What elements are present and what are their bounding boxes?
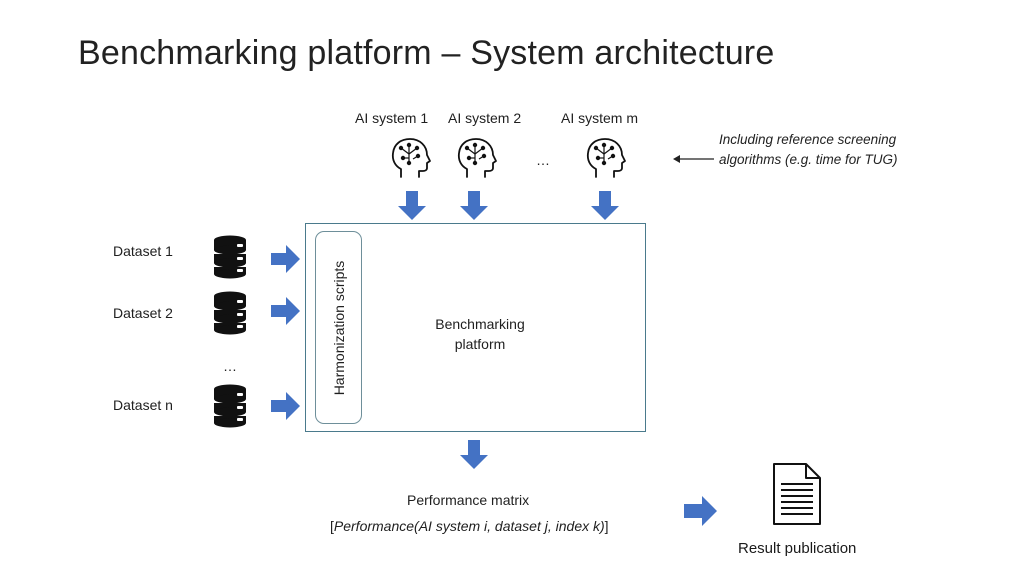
arrow-right-icon (271, 245, 301, 273)
arrow-right-icon (684, 496, 718, 526)
database-icon (213, 291, 247, 335)
harmonization-scripts-label: Harmonization scripts (331, 260, 347, 396)
database-icon (213, 384, 247, 428)
arrow-down-icon (460, 191, 488, 221)
arrow-right-icon (271, 297, 301, 325)
head-circuit-icon (389, 136, 433, 180)
database-icon (213, 235, 247, 279)
head-circuit-icon (584, 136, 628, 180)
benchmarking-platform-label: Benchmarking platform (435, 316, 525, 352)
formula-body: Performance(AI system i, dataset j, index k) (333, 518, 605, 534)
formula-open-bracket: [ (330, 518, 334, 534)
dataset-ellipsis: … (223, 358, 237, 374)
formula-close-bracket: ] (604, 518, 609, 534)
performance-matrix-label: Performance matrix (407, 492, 530, 508)
reference-algorithms-note: Including reference screening algorithms (e.g. time for TUG) (719, 132, 898, 167)
dataset-label-1: Dataset 1 (113, 243, 173, 259)
ai-system-ellipsis: … (536, 152, 550, 168)
arrow-down-icon (460, 440, 488, 470)
note-arrow-icon (672, 152, 716, 166)
arrow-down-icon (591, 191, 619, 221)
document-icon (772, 462, 822, 526)
arrow-right-icon (271, 392, 301, 420)
performance-formula (330, 518, 609, 534)
slide-title: Benchmarking platform – System architecture (78, 34, 775, 72)
dataset-label-n: Dataset n (113, 397, 173, 413)
head-circuit-icon (455, 136, 499, 180)
dataset-label-2: Dataset 2 (113, 305, 173, 321)
ai-system-label-1: AI system 1 (355, 110, 429, 126)
result-publication-label: Result publication (738, 540, 857, 557)
ai-system-label-2: AI system 2 (448, 110, 522, 126)
arrow-down-icon (398, 191, 426, 221)
ai-system-label-m: AI system m (561, 110, 639, 126)
